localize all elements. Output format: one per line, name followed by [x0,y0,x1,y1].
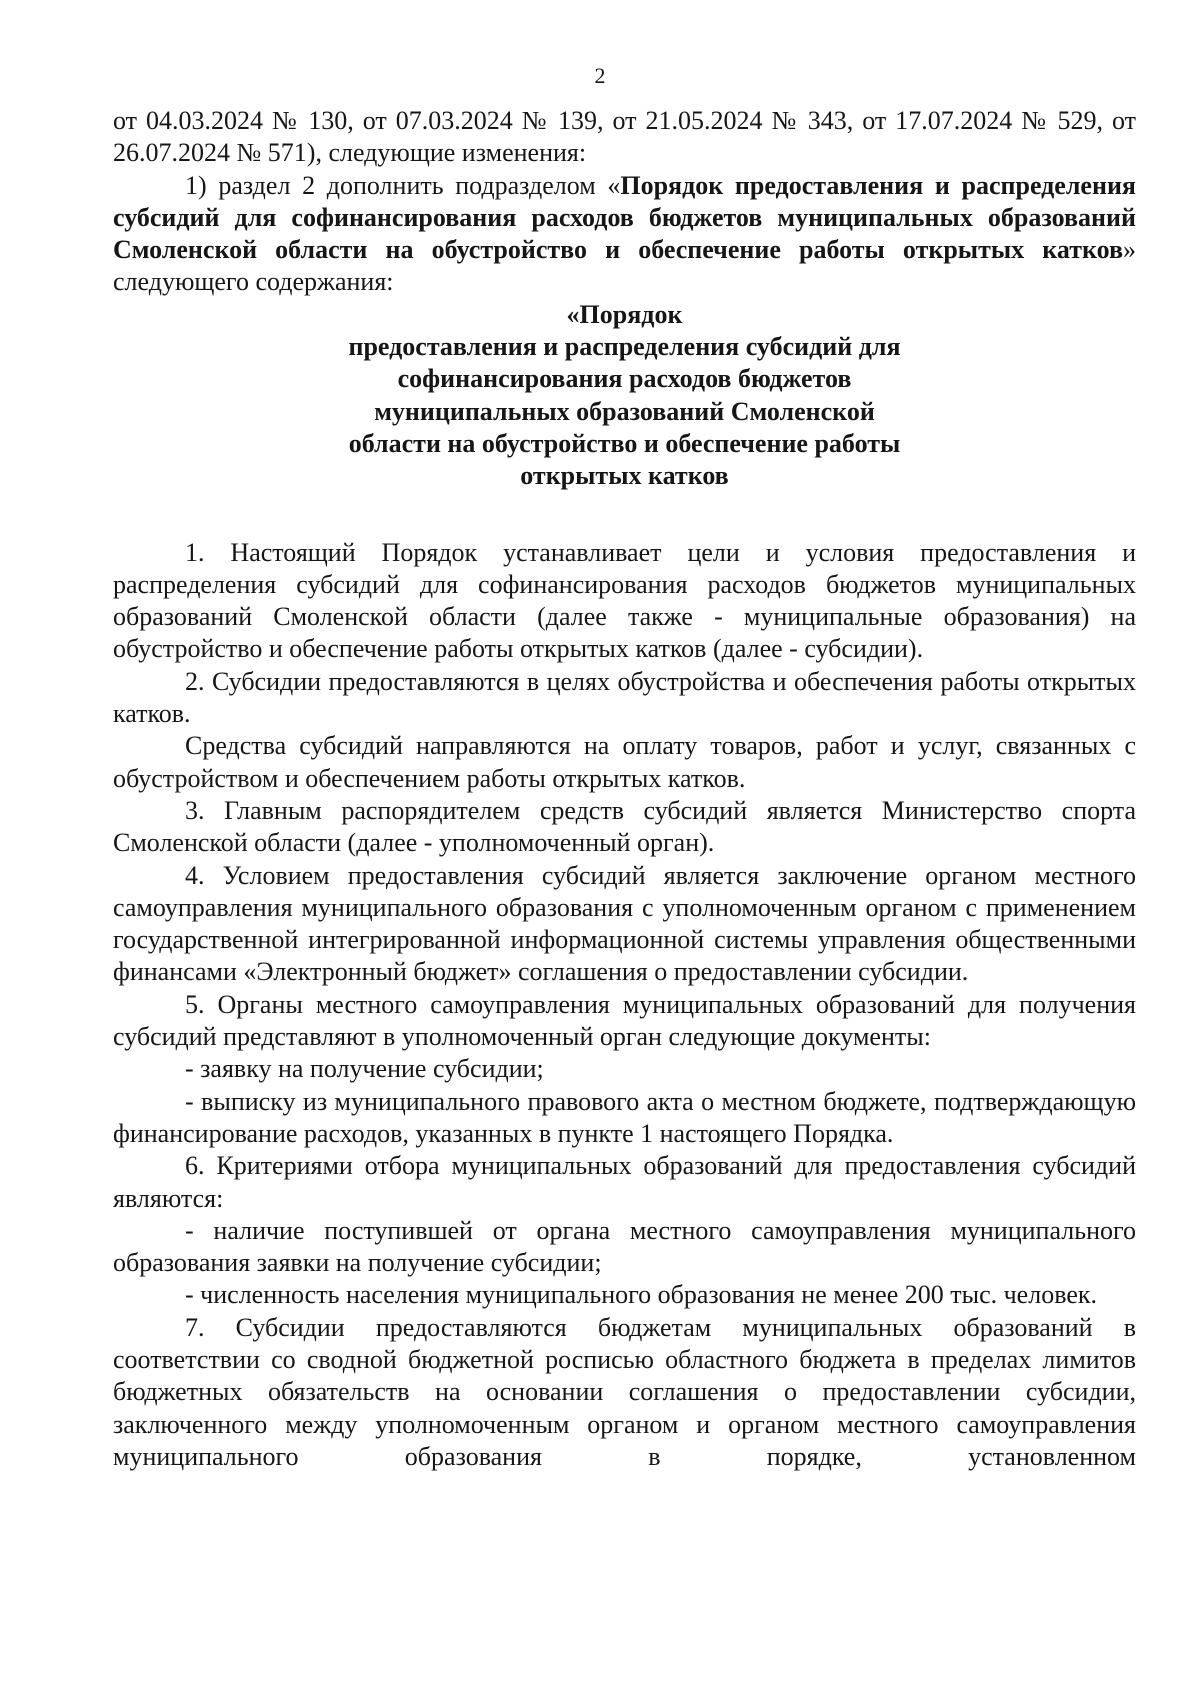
item-5: 5. Органы местного самоуправления муниципальных образований для получения субсидий представляют в уполномоченный орган следующие документы: [113,989,1136,1052]
heading-line-5: области на обустройство и обеспечение работы [348,428,901,458]
subsection-suffix: » следующего содержания: [113,235,1136,297]
heading-line-3: софинансирования расходов бюджетов [397,364,852,394]
item-3: 3. Главным распорядителем средств субсидий является Министерство спорта Смоленской области (далее - уполномоченный орган). [113,795,1136,858]
item-2: 2. Субсидии предоставляются в целях обустройства и обеспечения работы открытых катков. [113,666,1136,729]
subsection-prefix: 1) раздел 2 дополнить подразделом « [185,170,621,200]
subsection-title: Порядок предоставления и распределения субсидий для софинансирования расходов бюджетов муниципальных образований Смоленской области на обустройство и обеспечение работы открытых катков [113,170,1136,265]
item-1: 1. Настоящий Порядок устанавливает цели и условия предоставления и распределения субсидий для софинансирования расходов бюджетов муниципальных образований Смоленской области (далее также - муниципальные образования) на обустройство и обеспечение работы открытых катков (далее - субсидии). [113,537,1136,664]
item-4: 4. Условием предоставления субсидий является заключение органом местного самоуправления муниципального образования с уполномоченным органом с применением государственной интегрированной информационной системы управления общественными финансами «Электронный бюджет» соглашения о предоставлении субсидии. [113,860,1136,987]
heading-spacer [113,493,1136,537]
item-5-extract: - выписку из муниципального правового акта о местном бюджете, подтверждающую финансирование расходов, указанных в пункте 1 настоящего Порядка. [113,1086,1136,1148]
item-7: 7. Субсидии предоставляются бюджетам муниципальных образований в соответствии со сводной бюджетной росписью областного бюджета в пределах лимитов бюджетных обязательств на основании соглашения о предоставлении субсидии, заключенного между уполномоченным органом и органом местного самоуправления муниципального образования в порядке, установленном [113,1312,1136,1471]
heading-line-1: «Порядок [566,299,683,329]
paragraph-amendment-list: от 04.03.2024 № 130, от 07.03.2024 № 139, от 21.05.2024 № 343, от 17.07.2024 № 529, от 26.07.2024 № 571), следующие изменения: [113,106,1136,168]
heading-line-4: муниципальных образований Смоленской [374,396,875,426]
item-6-application: - наличие поступившей от органа местного самоуправления муниципального образования заявки на получение субсидии; [113,1215,1136,1278]
item-6-population: - численность населения муниципального образования не менее 200 тыс. человек. [185,1280,1097,1310]
item-5-application: - заявку на получение субсидии; [185,1054,544,1084]
item-6: 6. Критериями отбора муниципальных образований для предоставления субсидий являются: [113,1151,1136,1213]
document-body [113,105,1136,1473]
heading-line-6: открытых катков [520,461,729,491]
heading-line-2: предоставления и распределения субсидий для [348,332,901,362]
order-heading [113,299,1136,493]
paragraph-subsection-addition [113,170,1136,299]
item-2-funds: Средства субсидий направляются на оплату товаров, работ и услуг, связанных с обустройством и обеспечением работы открытых катков. [113,731,1136,793]
page-number: 2 [594,63,606,88]
